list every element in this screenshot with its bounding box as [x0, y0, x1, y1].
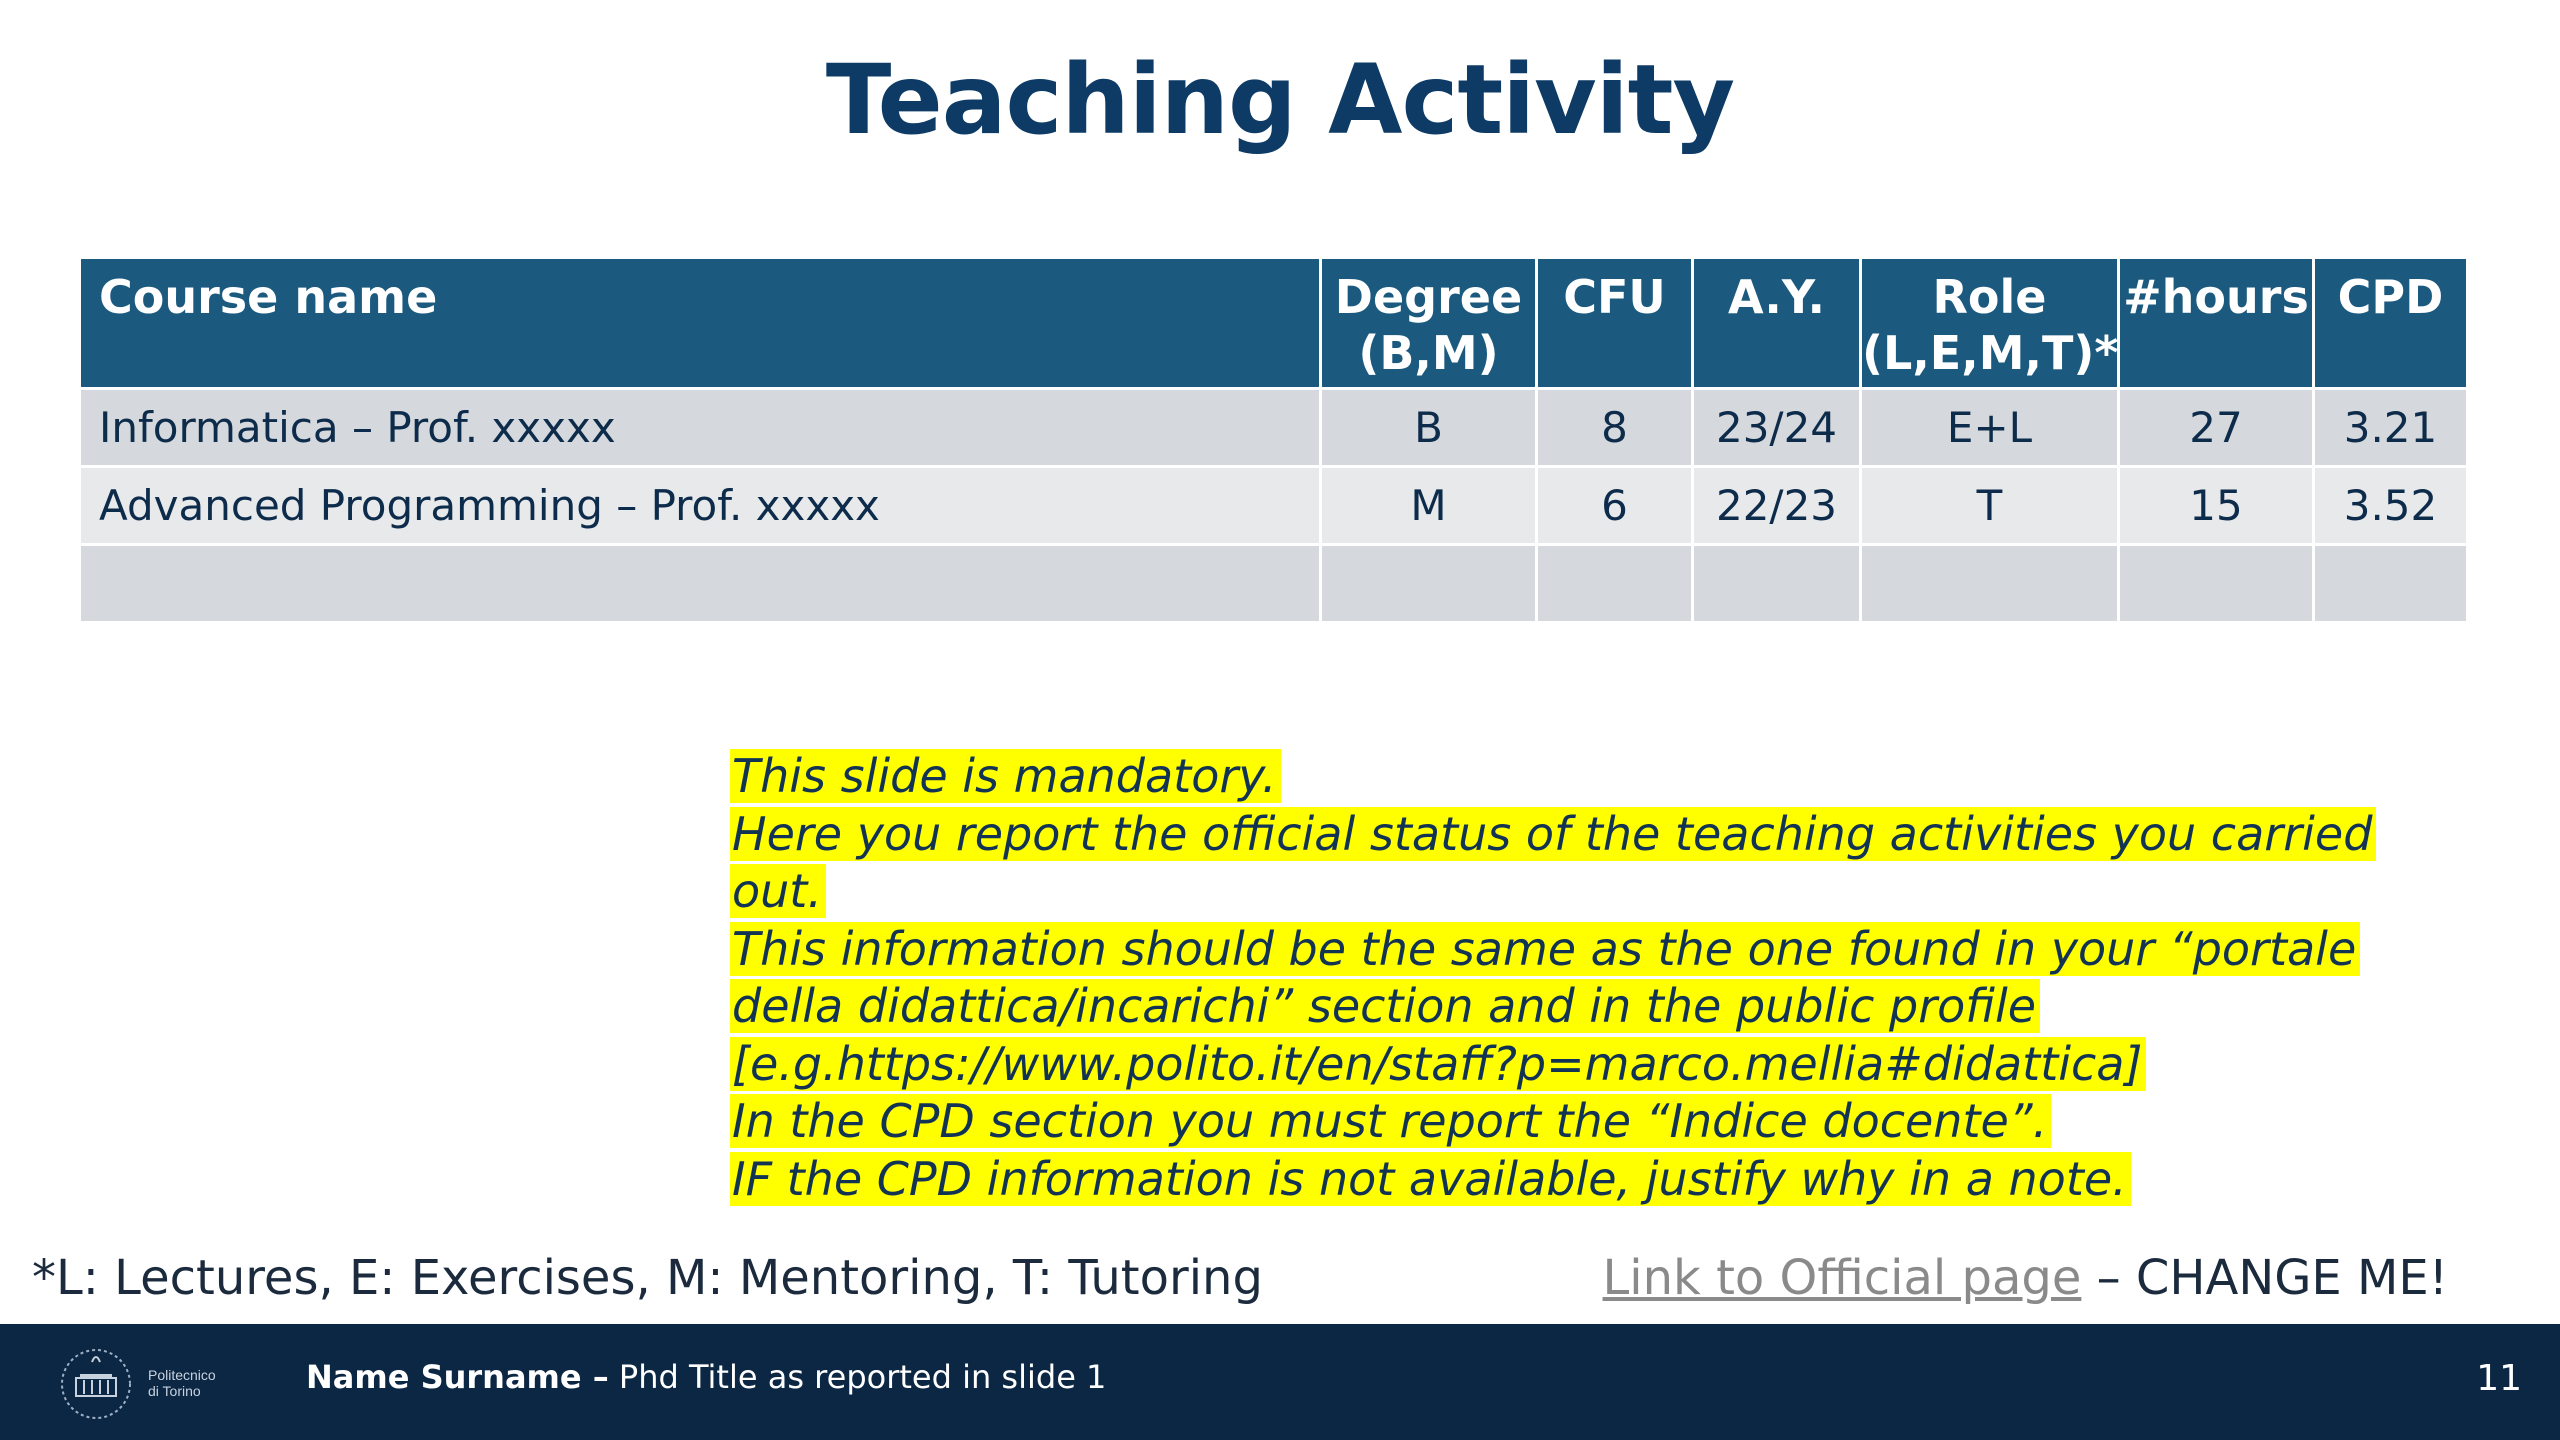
politecnico-logo — [56, 1344, 246, 1424]
table-row-empty — [80, 545, 2468, 623]
cell-role — [1861, 545, 2119, 623]
header-cfu: CFU — [1537, 258, 1693, 389]
note-line — [730, 978, 2390, 1036]
logo-text-line-1: Politecnico — [148, 1367, 216, 1383]
note-text: In the CPD section you must report the “Indice docente”. — [730, 1094, 2051, 1148]
cell-degree: B — [1321, 389, 1537, 467]
table-row — [80, 389, 2468, 467]
footer-author — [306, 1358, 1106, 1396]
header-degree — [1321, 258, 1537, 389]
cell-academic-year: 23/24 — [1693, 389, 1861, 467]
note-text: out. — [730, 864, 826, 918]
note-text: della didattica/incarichi” section and in the public profile — [730, 979, 2040, 1033]
header-course-name: Course name — [80, 258, 1321, 389]
header-role-label: Role — [1932, 270, 2047, 324]
note-line — [730, 806, 2390, 864]
cell-academic-year — [1693, 545, 1861, 623]
logo-text-line-2: di Torino — [148, 1383, 201, 1399]
cell-course-name — [80, 545, 1321, 623]
cell-cfu: 8 — [1537, 389, 1693, 467]
cell-role: T — [1861, 467, 2119, 545]
page-number: 11 — [2476, 1358, 2522, 1399]
note-line — [730, 1036, 2390, 1094]
note-line — [730, 863, 2390, 921]
note-text: This information should be the same as the one found in your “portale — [730, 922, 2360, 976]
cell-hours — [2119, 545, 2314, 623]
cell-hours: 15 — [2119, 467, 2314, 545]
footer-phd-title: Phd Title as reported in slide 1 — [608, 1358, 1107, 1396]
header-cpd: CPD — [2314, 258, 2468, 389]
cell-course-name: Advanced Programming – Prof. xxxxx — [80, 467, 1321, 545]
cell-cpd: 3.21 — [2314, 389, 2468, 467]
politecnico-logo-icon — [56, 1344, 246, 1424]
cell-cpd — [2314, 545, 2468, 623]
official-link-area — [1603, 1250, 2448, 1306]
header-role — [1861, 258, 2119, 389]
table-header-row — [80, 258, 2468, 389]
cell-hours: 27 — [2119, 389, 2314, 467]
note-text: IF the CPD information is not available, justify why in a note. — [730, 1152, 2131, 1206]
cell-degree: M — [1321, 467, 1537, 545]
cell-course-name: Informatica – Prof. xxxxx — [80, 389, 1321, 467]
instruction-note — [730, 748, 2390, 1208]
slide-title: Teaching Activity — [825, 44, 1735, 156]
header-hours: #hours — [2119, 258, 2314, 389]
note-line — [730, 921, 2390, 979]
note-line — [730, 1151, 2390, 1209]
change-me-note: – CHANGE ME! — [2081, 1250, 2448, 1306]
role-legend: *L: Lectures, E: Exercises, M: Mentoring, T: Tutoring — [32, 1250, 1263, 1306]
note-line — [730, 1093, 2390, 1151]
note-text: [e.g.https://www.polito.it/en/staff?p=marco.mellia#didattica] — [730, 1037, 2146, 1091]
note-text: This slide is mandatory. — [730, 749, 1281, 803]
header-academic-year: A.Y. — [1693, 258, 1861, 389]
header-role-codes: (L,E,M,T)* — [1862, 326, 2119, 380]
teaching-table — [78, 256, 2469, 624]
cell-cpd: 3.52 — [2314, 467, 2468, 545]
note-line — [730, 748, 2390, 806]
official-page-link[interactable]: Link to Official page — [1602, 1250, 2082, 1306]
footer-name: Name Surname – — [306, 1358, 609, 1396]
cell-degree — [1321, 545, 1537, 623]
footer-bar — [0, 1324, 2560, 1440]
header-degree-label: Degree — [1334, 270, 1523, 324]
cell-role: E+L — [1861, 389, 2119, 467]
cell-cfu: 6 — [1537, 467, 1693, 545]
note-text: Here you report the official status of the teaching activities you carried — [730, 807, 2376, 861]
header-degree-codes: (B,M) — [1358, 326, 1499, 380]
table-row — [80, 467, 2468, 545]
cell-cfu — [1537, 545, 1693, 623]
cell-academic-year: 22/23 — [1693, 467, 1861, 545]
